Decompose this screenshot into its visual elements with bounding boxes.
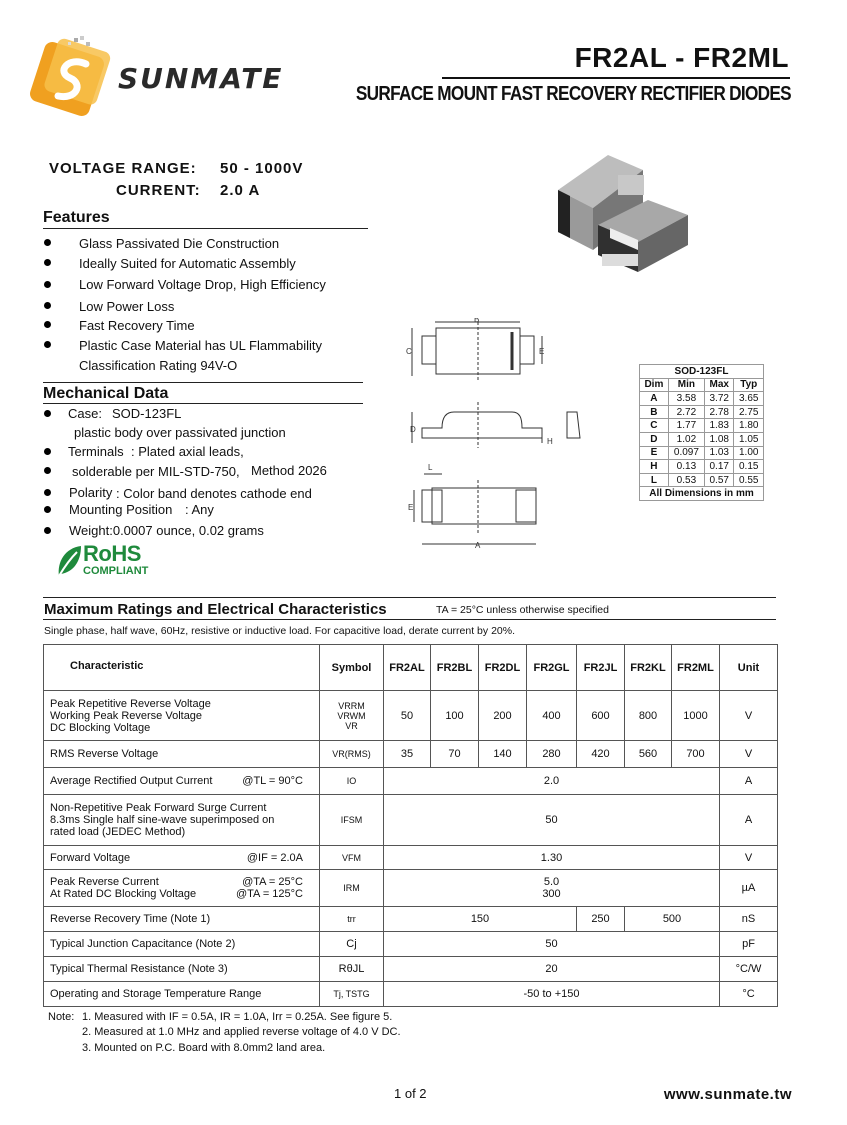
characteristic-text: Forward Voltage bbox=[50, 851, 131, 864]
value-cell: 560 bbox=[625, 741, 672, 768]
mechanical-rule-top bbox=[43, 382, 363, 383]
col-header-part: FR2BL bbox=[431, 645, 479, 691]
symbol-cell: RθJL bbox=[320, 957, 384, 982]
note-1: 1. Measured with IF = 0.5A, IR = 1.0A, Irr = 0.25A. See figure 5. bbox=[82, 1011, 393, 1023]
dim-header: Min bbox=[668, 378, 704, 392]
dim-header: Dim bbox=[640, 378, 669, 392]
case-note: plastic body over passivated junction bbox=[74, 425, 286, 440]
value-cell: 500 bbox=[625, 907, 720, 932]
unit-cell: V bbox=[720, 691, 778, 741]
dim-cell: B bbox=[640, 405, 669, 419]
characteristic-text: Working Peak Reverse Voltage bbox=[50, 709, 203, 722]
characteristic-cell: Typical Thermal Resistance (Note 3) bbox=[44, 957, 320, 982]
ratings-heading: Maximum Ratings and Electrical Characteristics bbox=[44, 601, 387, 618]
col-header-part: FR2AL bbox=[384, 645, 431, 691]
dim-header: Max bbox=[705, 378, 734, 392]
characteristic-text: 8.3ms Single half sine-wave superimposed on bbox=[50, 814, 275, 826]
bullet-icon bbox=[44, 259, 51, 266]
dim-cell: 3.65 bbox=[734, 392, 764, 406]
feature-item: Classification Rating 94V-O bbox=[79, 358, 238, 373]
col-header-characteristic: Characteristic bbox=[44, 645, 320, 691]
characteristic-cell: Operating and Storage Temperature Range bbox=[44, 982, 320, 1007]
logo bbox=[28, 34, 298, 119]
dim-cell: 0.13 bbox=[668, 460, 704, 474]
value-cell: 400 bbox=[527, 691, 577, 741]
symbol-cell: trr bbox=[320, 907, 384, 932]
ratings-table bbox=[43, 644, 778, 1007]
dim-label-a: A bbox=[475, 541, 481, 548]
characteristic-text: Peak Repetitive Reverse Voltage bbox=[50, 697, 211, 710]
condition-text: @TL = 90°C bbox=[242, 775, 303, 787]
rohs-badge bbox=[55, 543, 165, 579]
dim-cell: H bbox=[640, 460, 669, 474]
leaf-icon bbox=[55, 544, 83, 578]
note-3: 3. Mounted on P.C. Board with 8.0mm2 land area. bbox=[82, 1042, 326, 1054]
symbol-cell: IFSM bbox=[320, 795, 384, 846]
value-cell: 600 bbox=[577, 691, 625, 741]
value-cell: 100 bbox=[431, 691, 479, 741]
rohs-text: RoHS bbox=[83, 541, 141, 566]
dim-label-e: E bbox=[539, 347, 545, 356]
value-cell: 20 bbox=[384, 957, 720, 982]
dim-cell: A bbox=[640, 392, 669, 406]
mechanical-rule bbox=[43, 403, 363, 404]
value-cell: 280 bbox=[527, 741, 577, 768]
bullet-icon bbox=[44, 281, 51, 288]
condition-text: @IF = 2.0A bbox=[246, 851, 303, 864]
table-row bbox=[44, 907, 778, 932]
table-row bbox=[44, 982, 778, 1007]
current-label: CURRENT: bbox=[116, 182, 201, 199]
col-header-part: FR2JL bbox=[577, 645, 625, 691]
table-row bbox=[44, 691, 778, 741]
feature-item: Low Power Loss bbox=[79, 299, 175, 314]
website-link[interactable]: www.sunmate.tw bbox=[663, 1086, 792, 1103]
symbol-text: VR bbox=[345, 720, 358, 731]
bullet-icon bbox=[44, 410, 51, 417]
dim-cell: 0.17 bbox=[705, 460, 734, 474]
dim-cell: E bbox=[640, 446, 669, 460]
value-cell: -50 to +150 bbox=[384, 982, 720, 1007]
dim-cell: 1.03 bbox=[705, 446, 734, 460]
table-row bbox=[44, 846, 778, 870]
characteristic-cell bbox=[44, 795, 320, 846]
logo-wordmark: SUNMATE bbox=[118, 62, 284, 95]
value-text: 5.0 bbox=[543, 876, 560, 888]
dim-cell: 0.53 bbox=[668, 473, 704, 487]
value-cell: 50 bbox=[384, 795, 720, 846]
table-row bbox=[44, 768, 778, 795]
unit-cell: pF bbox=[720, 932, 778, 957]
mechanical-heading: Mechanical Data bbox=[43, 385, 169, 402]
value-cell: 1000 bbox=[672, 691, 720, 741]
value-cell: 700 bbox=[672, 741, 720, 768]
feature-item: Ideally Suited for Automatic Assembly bbox=[79, 256, 296, 271]
rohs-compliant-text: COMPLIANT bbox=[83, 565, 149, 577]
feature-item: Fast Recovery Time bbox=[79, 318, 195, 333]
bullet-icon bbox=[44, 239, 51, 246]
current-value: 2.0 A bbox=[220, 182, 261, 199]
page-title: FR2AL - FR2ML bbox=[574, 42, 789, 73]
characteristic-cell bbox=[44, 870, 320, 907]
symbol-cell bbox=[320, 691, 384, 741]
ratings-intro: Single phase, half wave, 60Hz, resistive or inductive load. For capacitive load, derate current by 20%. bbox=[44, 625, 515, 637]
package-image bbox=[548, 150, 698, 275]
dim-cell: 1.77 bbox=[668, 419, 704, 433]
terminals-label: Terminals bbox=[68, 444, 124, 459]
ratings-rule-top bbox=[43, 597, 776, 598]
dim-cell: C bbox=[640, 419, 669, 433]
bullet-icon bbox=[44, 506, 51, 513]
weight-text: Weight:0.0007 ounce, 0.02 grams bbox=[69, 523, 264, 538]
symbol-cell: IO bbox=[320, 768, 384, 795]
value-cell: 200 bbox=[479, 691, 527, 741]
value-cell: 420 bbox=[577, 741, 625, 768]
mounting-value: : Any bbox=[185, 502, 214, 517]
characteristic-text: rated load (JEDEC Method) bbox=[50, 826, 186, 838]
value-cell: 250 bbox=[577, 907, 625, 932]
table-row bbox=[44, 957, 778, 982]
note-2: 2. Measured at 1.0 MHz and applied reverse voltage of 4.0 V DC. bbox=[82, 1026, 401, 1038]
col-header-part: FR2GL bbox=[527, 645, 577, 691]
dimension-drawings bbox=[402, 318, 582, 548]
notes-label: Note: bbox=[48, 1011, 75, 1023]
characteristic-text: Non-Repetitive Peak Forward Surge Current bbox=[50, 802, 267, 814]
characteristic-cell: RMS Reverse Voltage bbox=[44, 741, 320, 768]
dim-label-e2: E bbox=[408, 503, 414, 512]
table-row bbox=[44, 870, 778, 907]
case-value: SOD-123FL bbox=[112, 406, 182, 421]
dim-cell: D bbox=[640, 432, 669, 446]
col-header-unit: Unit bbox=[720, 645, 778, 691]
dim-table-footer: All Dimensions in mm bbox=[640, 487, 764, 501]
table-row bbox=[44, 795, 778, 846]
feature-item: Low Forward Voltage Drop, High Efficiency bbox=[79, 277, 326, 292]
table-row bbox=[640, 473, 764, 487]
characteristic-cell: Typical Junction Capacitance (Note 2) bbox=[44, 932, 320, 957]
dim-cell: 1.80 bbox=[734, 419, 764, 433]
value-cell: 50 bbox=[384, 932, 720, 957]
dim-cell: 1.08 bbox=[705, 432, 734, 446]
dim-cell: 0.15 bbox=[734, 460, 764, 474]
value-cell: 800 bbox=[625, 691, 672, 741]
case-label: Case: bbox=[68, 406, 102, 421]
characteristic-cell bbox=[44, 768, 320, 795]
dim-cell: 2.72 bbox=[668, 405, 704, 419]
dimension-table bbox=[639, 364, 764, 501]
value-cell: 2.0 bbox=[384, 768, 720, 795]
unit-cell: V bbox=[720, 741, 778, 768]
col-header-symbol: Symbol bbox=[320, 645, 384, 691]
dim-cell: 1.05 bbox=[734, 432, 764, 446]
ratings-condition: TA = 25°C unless otherwise specified bbox=[436, 604, 609, 616]
dim-cell: 2.78 bbox=[705, 405, 734, 419]
solder-method: Method 2026 bbox=[251, 463, 327, 478]
table-row bbox=[640, 460, 764, 474]
features-rule bbox=[43, 228, 368, 229]
characteristic-text: Peak Reverse Current bbox=[50, 876, 159, 888]
bullet-icon bbox=[44, 527, 51, 534]
ratings-rule bbox=[43, 619, 776, 620]
bullet-icon bbox=[44, 302, 51, 309]
condition-text: @TA = 125°C bbox=[235, 888, 303, 900]
table-row bbox=[44, 741, 778, 768]
dim-cell: 1.00 bbox=[734, 446, 764, 460]
symbol-cell: Tj, TSTG bbox=[320, 982, 384, 1007]
title-rule bbox=[442, 77, 790, 79]
characteristic-cell bbox=[44, 691, 320, 741]
value-cell: 140 bbox=[479, 741, 527, 768]
bullet-icon bbox=[44, 489, 51, 496]
bullet-icon bbox=[44, 321, 51, 328]
value-text: 300 bbox=[542, 888, 561, 900]
dim-cell: 2.75 bbox=[734, 405, 764, 419]
voltage-range-value: 50 - 1000V bbox=[220, 160, 304, 177]
unit-cell: V bbox=[720, 846, 778, 870]
value-cell: 35 bbox=[384, 741, 431, 768]
solder-text: solderable per MIL-STD-750, bbox=[72, 464, 240, 479]
table-row bbox=[640, 419, 764, 433]
characteristic-text: Average Rectified Output Current bbox=[50, 775, 213, 787]
page-number: 1 of 2 bbox=[394, 1086, 427, 1101]
symbol-cell: VR(RMS) bbox=[320, 741, 384, 768]
value-cell: 50 bbox=[384, 691, 431, 741]
unit-cell: °C/W bbox=[720, 957, 778, 982]
dim-cell: 1.83 bbox=[705, 419, 734, 433]
bullet-icon bbox=[44, 467, 51, 474]
unit-cell: A bbox=[720, 768, 778, 795]
feature-item: Plastic Case Material has UL Flammability bbox=[79, 338, 322, 353]
characteristic-text: DC Blocking Voltage bbox=[50, 721, 151, 734]
dim-label-l: L bbox=[428, 463, 433, 472]
dim-label-d: D bbox=[410, 425, 416, 434]
dim-cell: 0.55 bbox=[734, 473, 764, 487]
characteristic-cell: Reverse Recovery Time (Note 1) bbox=[44, 907, 320, 932]
voltage-range-label: VOLTAGE RANGE: bbox=[49, 160, 197, 177]
table-row bbox=[640, 392, 764, 406]
symbol-cell: Cj bbox=[320, 932, 384, 957]
dim-cell: 0.57 bbox=[705, 473, 734, 487]
dim-cell: L bbox=[640, 473, 669, 487]
symbol-text: VRWM bbox=[337, 710, 366, 721]
symbol-text: VRRM bbox=[338, 700, 365, 711]
col-header-part: FR2ML bbox=[672, 645, 720, 691]
feature-item: Glass Passivated Die Construction bbox=[79, 236, 280, 251]
table-row bbox=[640, 405, 764, 419]
bullet-icon bbox=[44, 341, 51, 348]
dim-cell: 3.58 bbox=[668, 392, 704, 406]
table-row bbox=[640, 432, 764, 446]
unit-cell: A bbox=[720, 795, 778, 846]
characteristic-cell bbox=[44, 846, 320, 870]
bullet-icon bbox=[44, 448, 51, 455]
page-subtitle: SURFACE MOUNT FAST RECOVERY RECTIFIER DIODES bbox=[355, 83, 791, 105]
dim-label-h: H bbox=[547, 437, 553, 446]
symbol-cell: VFM bbox=[320, 846, 384, 870]
value-cell: 150 bbox=[384, 907, 577, 932]
dim-cell: 3.72 bbox=[705, 392, 734, 406]
dim-label-c: C bbox=[406, 347, 412, 356]
dim-cell: 1.02 bbox=[668, 432, 704, 446]
logo-mark-icon bbox=[28, 34, 118, 119]
condition-text: @TA = 25°C bbox=[242, 876, 303, 888]
polarity-label: Polarity bbox=[69, 485, 113, 500]
terminals-value: : Plated axial leads, bbox=[131, 444, 244, 459]
dim-header: Typ bbox=[734, 378, 764, 392]
col-header-part: FR2DL bbox=[479, 645, 527, 691]
col-header-part: FR2KL bbox=[625, 645, 672, 691]
unit-cell: °C bbox=[720, 982, 778, 1007]
value-cell: 1.30 bbox=[384, 846, 720, 870]
dim-label-b: B bbox=[474, 318, 480, 324]
unit-cell: µA bbox=[720, 870, 778, 907]
polarity-value: : Color band denotes cathode end bbox=[116, 486, 312, 501]
value-cell: 70 bbox=[431, 741, 479, 768]
value-cell bbox=[384, 870, 720, 907]
table-row bbox=[44, 932, 778, 957]
mounting-label: Mounting Position bbox=[69, 502, 173, 517]
unit-cell: nS bbox=[720, 907, 778, 932]
dim-cell: 0.097 bbox=[668, 446, 704, 460]
characteristic-text: At Rated DC Blocking Voltage bbox=[50, 888, 197, 900]
features-heading: Features bbox=[43, 209, 110, 226]
symbol-cell: IRM bbox=[320, 870, 384, 907]
dim-table-package: SOD-123FL bbox=[640, 365, 764, 379]
table-row bbox=[640, 446, 764, 460]
